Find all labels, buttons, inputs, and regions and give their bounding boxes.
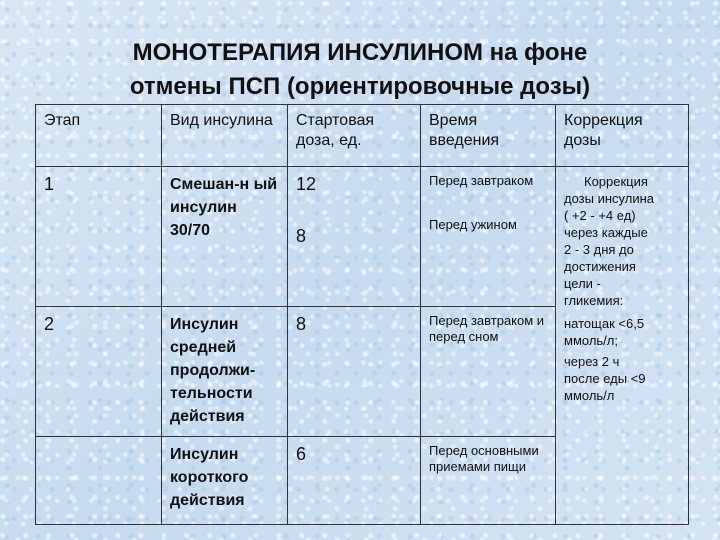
table-header-row bbox=[36, 105, 689, 167]
slide-title bbox=[0, 36, 720, 104]
correction-line: ( +2 - +4 ед) bbox=[564, 208, 636, 223]
correction-line: ммоль/л; bbox=[564, 333, 618, 348]
slide-title-line2: отмены ПСП (ориентировочные дозы) bbox=[129, 73, 591, 100]
correction-line: гликемия: bbox=[564, 293, 624, 308]
cell-dose: 6 bbox=[288, 437, 421, 525]
header-correction: Коррекция дозы bbox=[556, 105, 689, 167]
correction-line: после еды <9 bbox=[564, 371, 646, 386]
dose-value: 8 bbox=[296, 226, 307, 246]
insulin-dose-table bbox=[35, 104, 689, 525]
time-value: Перед завтраком bbox=[429, 173, 534, 188]
cell-time: Перед основными приемами пищи bbox=[421, 437, 556, 525]
cell-insulin: Инсулин средней продолжи-тельности действия bbox=[162, 307, 288, 437]
header-time: Время введения bbox=[421, 105, 556, 167]
cell-stage bbox=[36, 437, 162, 525]
header-stage: Этап bbox=[36, 105, 162, 167]
cell-dose: 8 bbox=[288, 307, 421, 437]
cell-correction bbox=[556, 167, 689, 525]
time-value: Перед ужином bbox=[429, 217, 517, 232]
correction-line: 2 - 3 дня до bbox=[564, 242, 634, 257]
table-row bbox=[36, 167, 689, 307]
correction-line: ммоль/л bbox=[564, 388, 615, 403]
header-insulin-type: Вид инсулина bbox=[162, 105, 288, 167]
cell-insulin: Смешан-н ый инсулин 30/70 bbox=[162, 167, 288, 307]
cell-time bbox=[421, 167, 556, 307]
dose-value: 12 bbox=[296, 174, 317, 194]
correction-line: через каждые bbox=[564, 225, 648, 240]
cell-insulin: Инсулин короткого действия bbox=[162, 437, 288, 525]
correction-line: натощак <6,5 bbox=[564, 316, 645, 331]
cell-stage: 1 bbox=[36, 167, 162, 307]
cell-dose bbox=[288, 167, 421, 307]
correction-line: Коррекция bbox=[584, 174, 648, 189]
correction-line: дозы инсулина bbox=[564, 191, 654, 206]
header-start-dose: Стартовая доза, ед. bbox=[288, 105, 421, 167]
correction-line: достижения bbox=[564, 259, 636, 274]
cell-time: Перед завтраком и перед сном bbox=[421, 307, 556, 437]
cell-stage: 2 bbox=[36, 307, 162, 437]
correction-line: цели - bbox=[564, 276, 601, 291]
correction-line: через 2 ч bbox=[564, 354, 620, 369]
slide-title-line1: МОНОТЕРАПИЯ ИНСУЛИНОМ на фоне bbox=[132, 39, 588, 66]
